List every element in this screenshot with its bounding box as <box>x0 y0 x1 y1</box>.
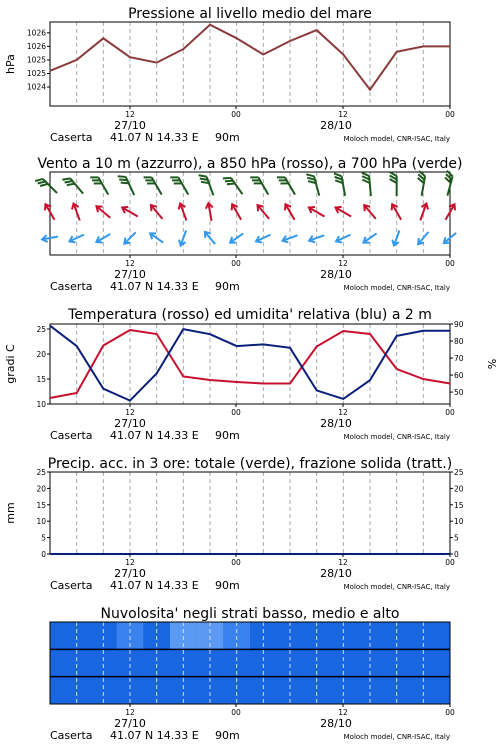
y2-tick-label: 90 <box>454 320 464 329</box>
date-label: 27/10 <box>114 268 146 281</box>
wind700-barb <box>223 175 242 199</box>
coords-label: 41.07 N 14.33 E <box>110 729 199 742</box>
chart-title: Precip. acc. in 3 ore: totale (verde), frazione solida (tratt.) <box>47 456 453 472</box>
x-tick-label: 12 <box>125 110 135 119</box>
date-label: 27/10 <box>114 567 146 580</box>
wind850-arrow <box>417 202 430 221</box>
y-tick-label: 15 <box>36 500 46 510</box>
elevation-label: 90m <box>215 280 240 293</box>
x-tick-label: 00 <box>445 408 455 417</box>
y-tick-label: 15 <box>36 375 46 384</box>
y-tick-label: 1024 <box>26 82 46 92</box>
y2-tick-label: 60 <box>454 371 464 381</box>
x-tick-label: 12 <box>338 408 348 417</box>
elevation-label: 90m <box>215 131 240 144</box>
y-tick-label: 10 <box>36 517 46 527</box>
y2-tick-label: 20 <box>454 484 464 494</box>
pressure-line <box>50 25 450 90</box>
y2-tick-label: 5 <box>454 533 459 543</box>
date-label: 28/10 <box>320 268 352 281</box>
chart-title: Nuvolosita' negli strati basso, medio e alto <box>100 606 400 622</box>
y-tick-label: 1025 <box>26 55 46 65</box>
wind700-barb <box>199 173 214 198</box>
wind700-barb <box>170 174 188 198</box>
wind700-barb <box>390 172 397 196</box>
coords-label: 41.07 N 14.33 E <box>110 579 199 592</box>
wind850-arrow <box>148 203 165 221</box>
x-tick-label: 12 <box>338 110 348 119</box>
y2-tick-label: 50 <box>454 388 464 398</box>
y-tick-label: 0 <box>41 550 46 559</box>
x-tick-label: 00 <box>445 558 455 567</box>
y-tick-label: 25 <box>36 468 46 477</box>
x-tick-label: 12 <box>338 558 348 567</box>
wind700-barb <box>277 174 295 198</box>
y-tick-label: 1026 <box>26 28 46 38</box>
x-tick-label: 00 <box>231 259 241 268</box>
coords-label: 41.07 N 14.33 E <box>110 429 199 442</box>
x-tick-label: 00 <box>445 259 455 268</box>
elevation-label: 90m <box>215 579 240 592</box>
wind700-barb <box>250 174 268 198</box>
wind850-arrow <box>282 202 297 221</box>
elevation-label: 90m <box>215 429 240 442</box>
y-tick-label: 20 <box>36 484 46 494</box>
x-tick-label: 00 <box>231 110 241 119</box>
wind850-arrow <box>177 202 190 221</box>
x-tick-label: 12 <box>125 708 135 717</box>
model-label: Moloch model, CNR-ISAC, Italy <box>343 583 450 591</box>
y-tick-label: 25 <box>36 325 46 334</box>
date-label: 27/10 <box>114 119 146 132</box>
wind850-arrow <box>70 202 83 221</box>
x-tick-label: 00 <box>445 708 455 717</box>
y2-tick-label: 80 <box>454 337 464 347</box>
location-label: Caserta <box>50 280 93 293</box>
x-tick-label: 00 <box>231 558 241 567</box>
date-label: 28/10 <box>320 567 352 580</box>
plot-frame <box>50 172 450 255</box>
wind700-barb <box>415 171 426 196</box>
date-label: 27/10 <box>114 417 146 430</box>
model-label: Moloch model, CNR-ISAC, Italy <box>343 135 450 143</box>
x-tick-label: 12 <box>125 558 135 567</box>
coords-label: 41.07 N 14.33 E <box>110 131 199 144</box>
humidity-line <box>50 326 450 401</box>
x-tick-label: 00 <box>445 110 455 119</box>
y2-tick-label: 25 <box>454 468 464 477</box>
x-tick-label: 12 <box>338 708 348 717</box>
wind700-barb <box>62 175 83 198</box>
y-tick-label: 10 <box>36 400 46 409</box>
wind700-barb <box>35 176 57 198</box>
plot-frame <box>50 472 450 554</box>
coords-label: 41.07 N 14.33 E <box>110 280 199 293</box>
location-label: Caserta <box>50 429 93 442</box>
wind850-arrow <box>362 203 379 221</box>
wind850-arrow <box>255 203 272 221</box>
y-tick-label: 1025 <box>26 68 46 78</box>
date-label: 27/10 <box>114 717 146 730</box>
plot-frame <box>50 22 450 106</box>
chart-title: Vento a 10 m (azzurro), a 850 hPa (rosso), a 700 hPa (verde) <box>37 156 463 172</box>
x-tick-label: 12 <box>125 259 135 268</box>
wind700-barb <box>118 173 134 198</box>
location-label: Caserta <box>50 579 93 592</box>
x-tick-label: 00 <box>231 408 241 417</box>
y-tick-label: 5 <box>41 533 46 543</box>
x-tick-label: 12 <box>125 408 135 417</box>
wind700-barb <box>90 174 108 198</box>
y-tick-label: 1026 <box>26 41 46 51</box>
wind700-barb <box>144 174 162 198</box>
date-label: 28/10 <box>320 119 352 132</box>
model-label: Moloch model, CNR-ISAC, Italy <box>343 733 450 741</box>
y2-tick-label: 0 <box>454 550 459 559</box>
wind700-barb <box>306 172 319 197</box>
y2-axis-label: % <box>485 358 498 370</box>
elevation-label: 90m <box>215 729 240 742</box>
chart-title: Temperatura (rosso) ed umidita' relativa (blu) a 2 m <box>68 307 432 323</box>
y2-tick-label: 10 <box>454 517 464 527</box>
temperature-line <box>50 330 450 398</box>
wind850-arrow <box>205 203 215 222</box>
y-tick-label: 20 <box>36 350 46 359</box>
wind700-barb <box>441 171 454 196</box>
date-label: 28/10 <box>320 417 352 430</box>
y-axis-label: gradi C <box>4 344 17 384</box>
location-label: Caserta <box>50 131 93 144</box>
model-label: Moloch model, CNR-ISAC, Italy <box>343 433 450 441</box>
wind850-arrow <box>389 202 404 221</box>
chart-title: Pressione al livello medio del mare <box>128 6 372 22</box>
location-label: Caserta <box>50 729 93 742</box>
y2-tick-label: 70 <box>454 354 464 364</box>
date-label: 28/10 <box>320 717 352 730</box>
wind850-arrow <box>229 202 244 221</box>
y-axis-label: hPa <box>4 54 17 74</box>
x-tick-label: 00 <box>231 708 241 717</box>
y-axis-label: mm <box>4 502 17 524</box>
model-label: Moloch model, CNR-ISAC, Italy <box>343 284 450 292</box>
x-tick-label: 12 <box>338 259 348 268</box>
y2-tick-label: 15 <box>454 500 464 510</box>
